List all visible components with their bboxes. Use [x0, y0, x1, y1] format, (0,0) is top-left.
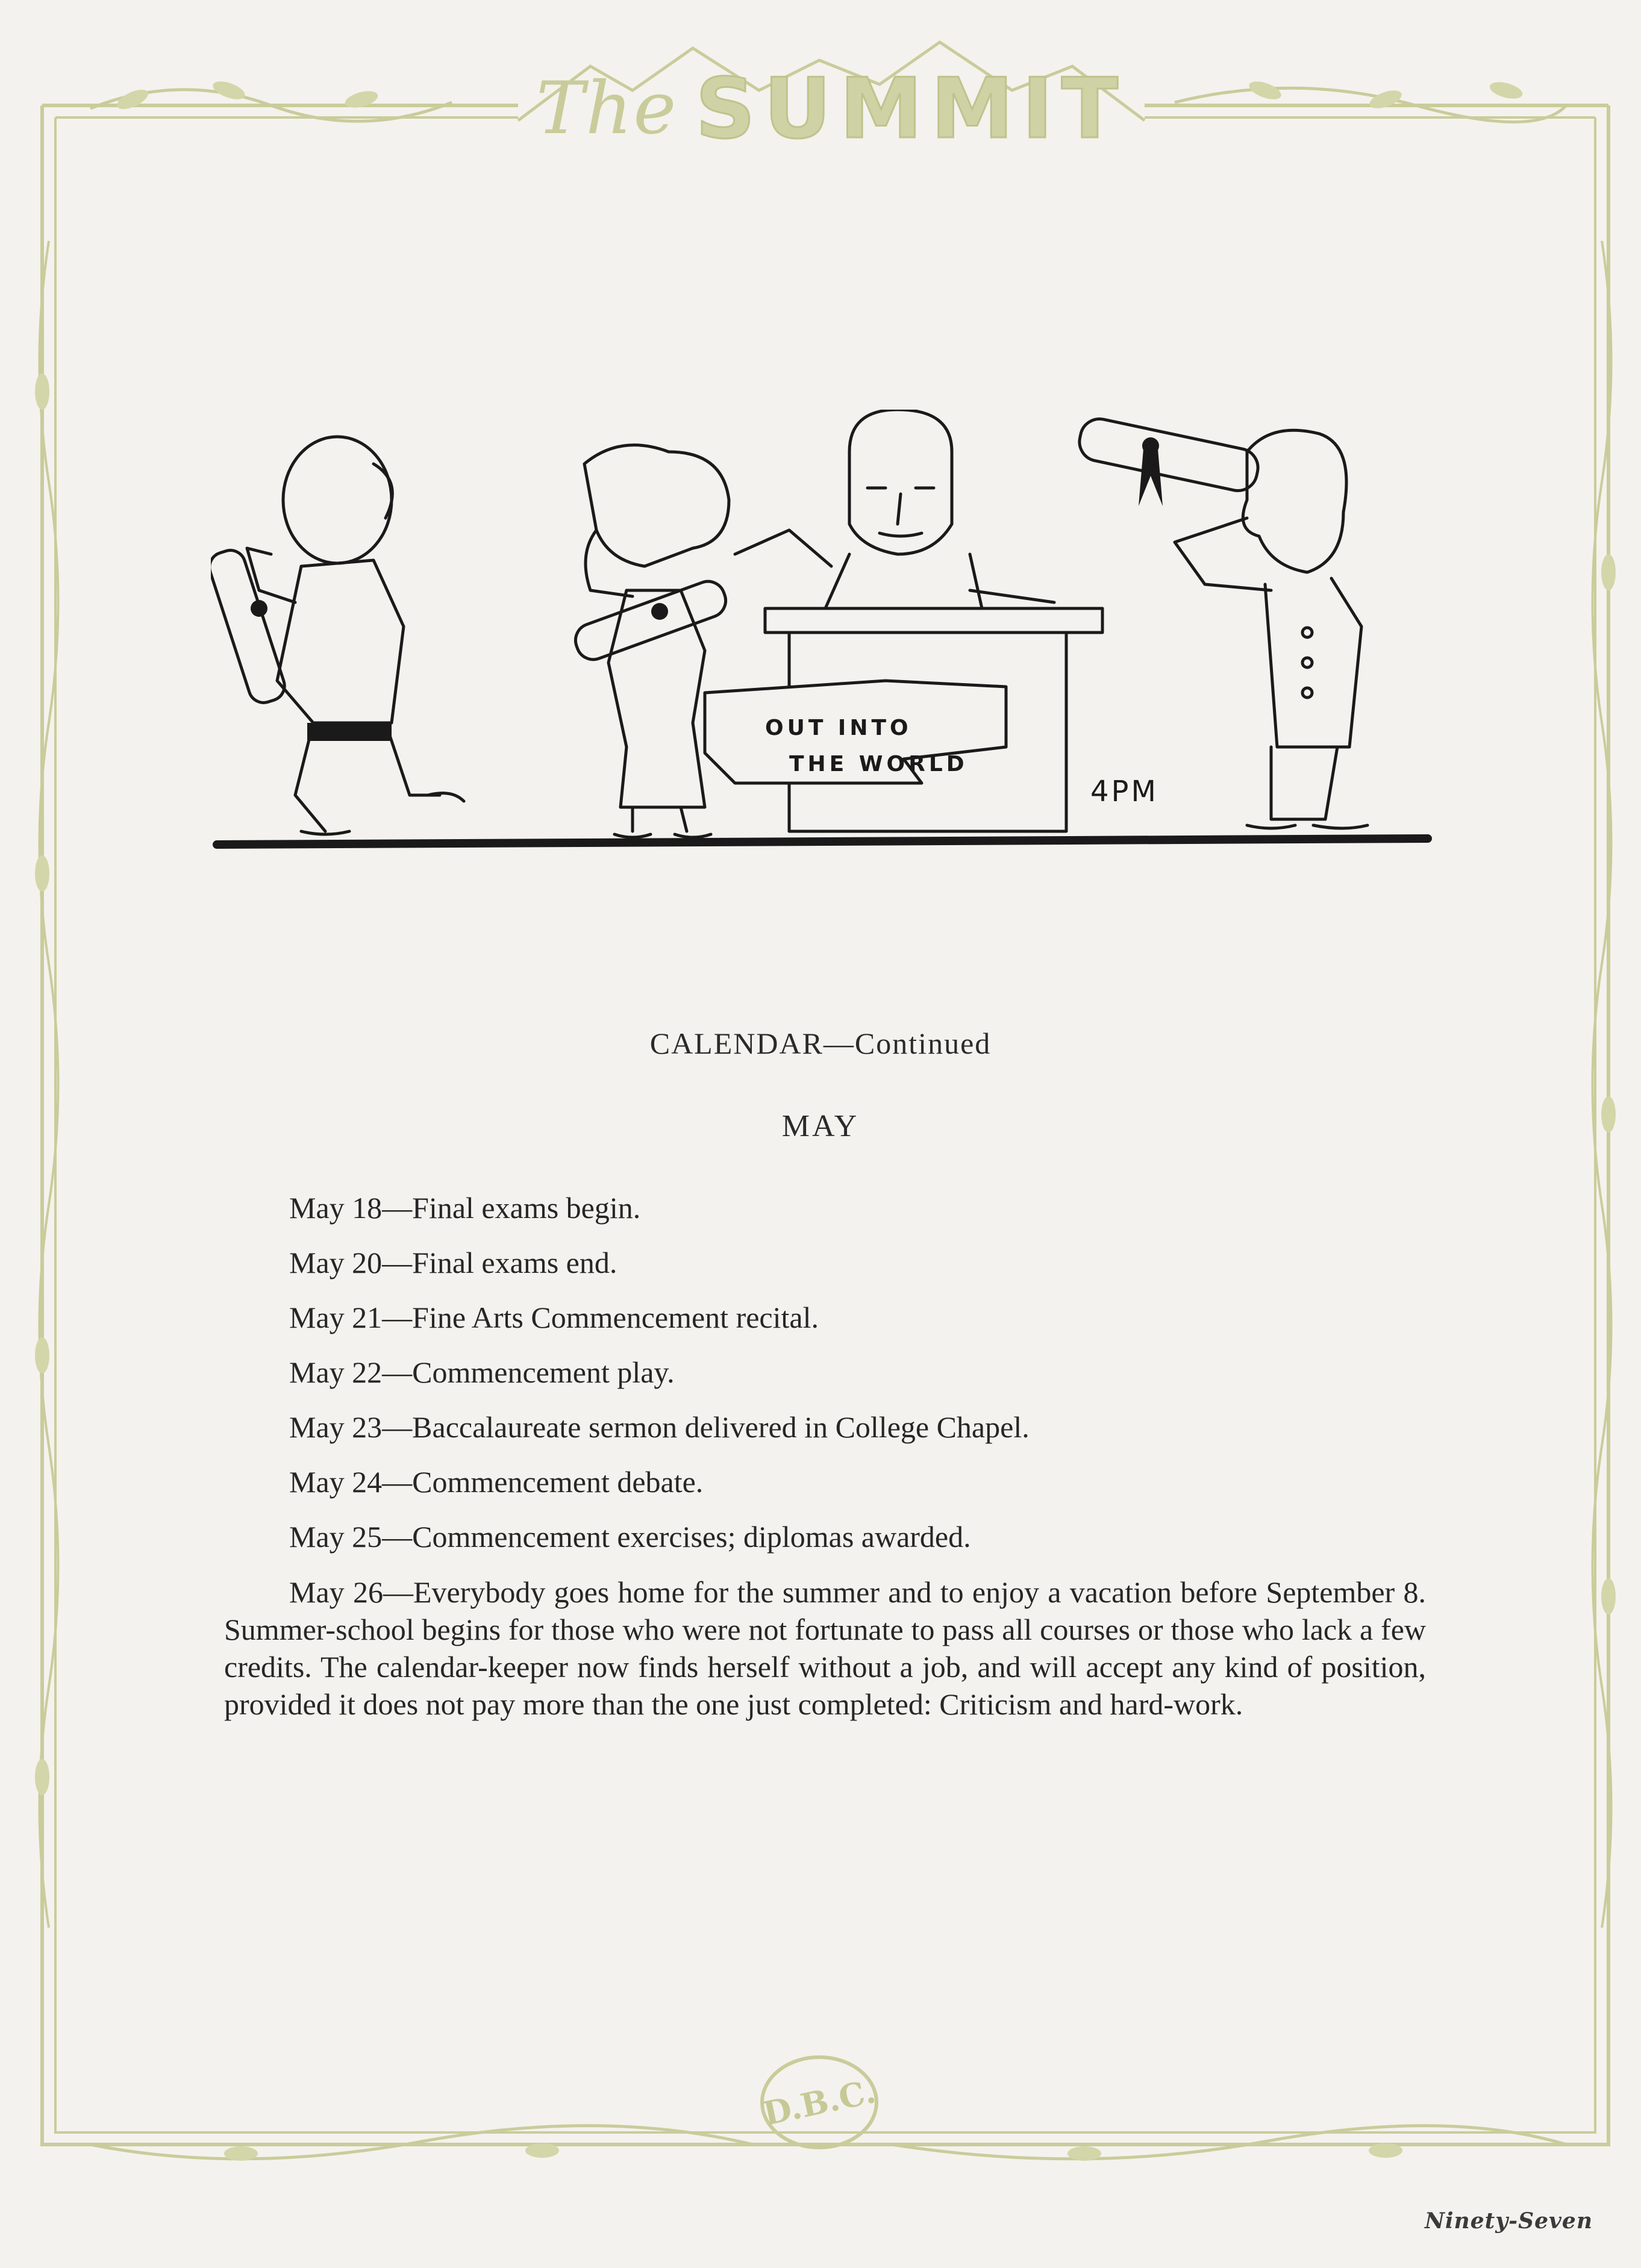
calendar-entry: May 24—Commencement debate.: [289, 1465, 704, 1499]
masthead-title-word: SUMMIT: [695, 60, 1127, 157]
figure-woman: [571, 445, 731, 837]
figure-reader: [211, 437, 464, 834]
monogram: D.B.C.: [759, 2072, 880, 2133]
sign-line-1: OUT INTO: [765, 716, 912, 740]
month-heading: MAY: [781, 1109, 860, 1143]
page-number: Ninety-Seven: [1424, 2208, 1593, 2234]
calendar-entry: May 23—Baccalaureate sermon delivered in College Chapel.: [289, 1410, 1030, 1444]
figure-telescope-boy: [1076, 416, 1368, 828]
calendar-heading: CALENDAR—Continued: [649, 1026, 992, 1060]
calendar-final-entry: May 26—Everybody goes home for the summer and to enjoy a vacation before September 8. Summer-school begins for those who were not fortunate to pass all courses or those who lack a few credits. The calendar-keeper now finds herself without a job, and will accept any kind of position, provided it does not pay more than the one just completed: Criticism and hard-work.: [224, 1575, 1426, 1721]
graduation-cartoon: [211, 410, 1434, 855]
calendar-entry: May 25—Commencement exercises; diplomas awarded.: [289, 1520, 971, 1554]
artist-signature: 4PM: [1090, 775, 1158, 808]
calendar-entries: [224, 1190, 1426, 1723]
calendar-entry: May 20—Final exams end.: [289, 1246, 617, 1279]
calendar-entry: May 18—Final exams begin.: [289, 1191, 641, 1225]
masthead-script-word: The: [536, 66, 678, 151]
calendar-entry: May 22—Commencement play.: [289, 1355, 675, 1389]
sign-line-2: THE WORLD: [789, 752, 968, 776]
masthead-title: [518, 60, 1145, 157]
calendar-entry: May 21—Fine Arts Commencement recital.: [289, 1301, 819, 1334]
